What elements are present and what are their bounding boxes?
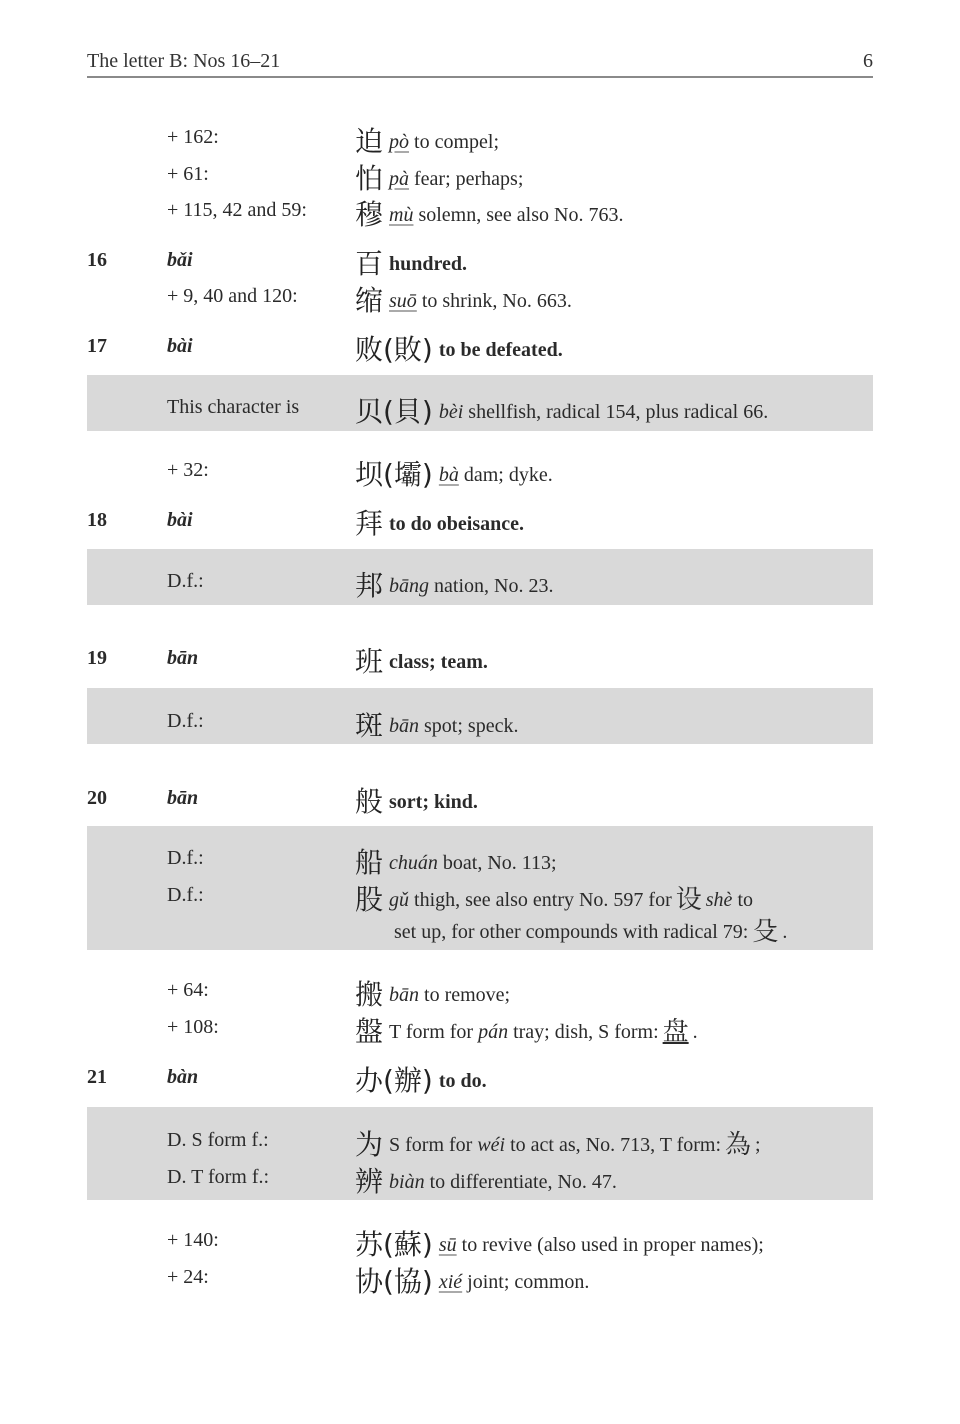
gloss: to shrink, No. 663.: [421, 290, 572, 312]
df-label: D. S form f.:: [167, 1129, 269, 1151]
meaning: sort; kind.: [389, 791, 478, 813]
punct: ;: [755, 1134, 761, 1156]
hanzi: 搬: [355, 978, 384, 1011]
compound-label: + 24:: [167, 1266, 209, 1288]
hanzi: 败(敗): [355, 333, 433, 366]
prefix: T form for: [389, 1021, 474, 1043]
hanzi: 苏(蘇): [355, 1228, 433, 1261]
prefix: S form for: [389, 1134, 473, 1156]
gloss: to differentiate, No. 47.: [429, 1171, 617, 1193]
entry-text: [355, 704, 518, 744]
gloss: to compel;: [414, 131, 499, 153]
entry-text: [355, 157, 523, 197]
entry-text: [355, 328, 563, 368]
compound-label: + 115, 42 and 59:: [167, 199, 307, 221]
hanzi: 百: [355, 247, 384, 280]
entry-text: [355, 1123, 761, 1163]
hanzi-inline: 盘: [662, 1017, 689, 1047]
pinyin: chuán: [389, 852, 438, 874]
entry-text: [355, 1260, 589, 1300]
header-title: The letter B: Nos 16–21: [87, 50, 281, 72]
meaning: to be defeated.: [438, 339, 563, 361]
entry-text: [355, 1223, 764, 1263]
hanzi: 迫: [355, 125, 384, 158]
entry-text: [355, 1059, 487, 1099]
df-label: D.f.:: [167, 847, 204, 869]
pinyin: bān: [389, 715, 420, 737]
gloss: thigh, see also entry No. 597 for: [414, 889, 672, 911]
hanzi: 般: [355, 785, 384, 818]
entry-number: 18: [87, 509, 107, 531]
df-row: [0, 878, 960, 914]
entry-18: [0, 502, 960, 538]
punct: .: [692, 1021, 698, 1043]
gloss: to revive (also used in proper names);: [461, 1234, 764, 1256]
entry-pinyin: bān: [167, 787, 199, 809]
compound-label: + 32:: [167, 459, 209, 481]
gloss: joint; common.: [467, 1271, 590, 1293]
hanzi: 穆: [355, 198, 384, 231]
pinyin: bāng: [389, 575, 430, 597]
pinyin: pà: [389, 168, 410, 190]
hanzi: 船: [355, 846, 384, 879]
df-row: [0, 564, 960, 600]
composition-label: This character is: [167, 396, 300, 418]
compound-row: [0, 1260, 960, 1296]
meaning: to do obeisance.: [389, 513, 525, 535]
entry-text: [355, 453, 553, 493]
entry-text: [355, 120, 499, 160]
df-label: D.f.:: [167, 710, 204, 732]
pinyin: pò: [389, 131, 410, 153]
pinyin: gǔ: [389, 889, 410, 911]
pinyin: mù: [389, 204, 414, 226]
meaning: hundred.: [389, 253, 468, 275]
gloss: to remove;: [424, 984, 511, 1006]
meaning: to do.: [438, 1070, 487, 1092]
compound-label: + 64:: [167, 979, 209, 1001]
entry-text: [355, 390, 768, 430]
entry-21: [0, 1059, 960, 1095]
gloss: solemn, see also No. 763.: [418, 204, 624, 226]
pinyin: pán: [478, 1021, 509, 1043]
hanzi: 怕: [355, 162, 384, 195]
entry-text: [355, 279, 572, 319]
df-row: [0, 1123, 960, 1159]
entry-pinyin: bàn: [167, 1066, 199, 1088]
hanzi-inline: 设: [675, 885, 702, 915]
page-number: 6: [863, 50, 873, 72]
pinyin: xié: [438, 1271, 463, 1293]
entry-text: [355, 193, 623, 233]
composition-row: [0, 390, 960, 426]
gloss: boat, No. 113;: [442, 852, 557, 874]
hanzi: 班: [355, 645, 384, 678]
pinyin: suō: [389, 290, 417, 312]
compound-row: [0, 120, 960, 156]
entry-text: [355, 841, 557, 881]
hanzi: 坝(壩): [355, 458, 433, 491]
compound-row: [0, 453, 960, 489]
hanzi: 辨: [355, 1165, 384, 1198]
gloss: to act as, No. 713, T form:: [510, 1134, 722, 1156]
hanzi: 办(辦): [355, 1064, 433, 1097]
pinyin: wéi: [477, 1134, 506, 1156]
hanzi: 协(協): [355, 1265, 433, 1298]
df-row: [0, 1160, 960, 1196]
entry-number: 16: [87, 249, 107, 271]
compound-label: + 162:: [167, 126, 219, 148]
pinyin: bān: [389, 984, 420, 1006]
pinyin: bèi: [438, 401, 464, 423]
compound-row: [0, 1223, 960, 1259]
compound-row: [0, 973, 960, 1009]
hanzi: 缩: [355, 284, 384, 317]
entry-text: [355, 564, 553, 604]
entry-pinyin: bài: [167, 335, 193, 357]
gloss: spot; speck.: [424, 715, 519, 737]
entry-pinyin: bǎi: [167, 249, 193, 271]
gloss: fear; perhaps;: [414, 168, 524, 190]
hanzi: 股: [355, 883, 384, 916]
entry-text: [355, 1010, 698, 1050]
entry-19: [0, 640, 960, 676]
pinyin: bà: [438, 464, 459, 486]
gloss-cont: to: [737, 889, 753, 911]
entry-pinyin: bān: [167, 647, 199, 669]
entry-20: [0, 780, 960, 816]
hanzi: 盤: [355, 1015, 384, 1048]
entry-17: [0, 328, 960, 364]
compound-row: [0, 193, 960, 229]
gloss: shellfish, radical 154, plus radical 66.: [468, 401, 769, 423]
entry-16: [0, 242, 960, 278]
df-row: [0, 841, 960, 877]
pinyin: sū: [438, 1234, 457, 1256]
compound-row: [0, 279, 960, 315]
compound-row: [0, 1010, 960, 1046]
entry-number: 17: [87, 335, 107, 357]
df-label: D. T form f.:: [167, 1166, 270, 1188]
entry-pinyin: bài: [167, 509, 193, 531]
gloss: set up, for other compounds with radical 79:: [394, 921, 749, 943]
punct: .: [782, 921, 788, 943]
continuation-row: [0, 911, 960, 947]
entry-text: [355, 640, 488, 680]
compound-label: + 140:: [167, 1229, 219, 1251]
entry-text: [355, 1160, 617, 1200]
entry-text: [355, 780, 478, 820]
df-label: D.f.:: [167, 884, 204, 906]
entry-text: [355, 973, 510, 1013]
hanzi: 邦: [355, 569, 384, 602]
entry-text: [394, 911, 787, 948]
gloss: nation, No. 23.: [434, 575, 554, 597]
df-label: D.f.:: [167, 570, 204, 592]
gloss: tray; dish, S form:: [513, 1021, 659, 1043]
gloss: dam; dyke.: [463, 464, 553, 486]
pinyin: biàn: [389, 1171, 425, 1193]
hanzi: 为: [355, 1128, 384, 1161]
compound-row: [0, 157, 960, 193]
compound-label: + 108:: [167, 1016, 219, 1038]
hanzi-inline: 殳: [752, 917, 779, 947]
entry-text: [355, 502, 524, 542]
entry-number: 21: [87, 1066, 107, 1088]
entry-number: 20: [87, 787, 107, 809]
hanzi: 斑: [355, 709, 384, 742]
meaning: class; team.: [389, 651, 488, 673]
entry-text: [355, 242, 467, 282]
running-header: [87, 46, 873, 78]
compound-label: + 61:: [167, 163, 209, 185]
df-row: [0, 704, 960, 740]
pinyin-inline: shè: [705, 889, 733, 911]
compound-label: + 9, 40 and 120:: [167, 285, 298, 307]
entry-number: 19: [87, 647, 107, 669]
hanzi: 贝(貝): [355, 395, 433, 428]
hanzi-inline: 為: [725, 1130, 752, 1160]
hanzi: 拜: [355, 507, 384, 540]
